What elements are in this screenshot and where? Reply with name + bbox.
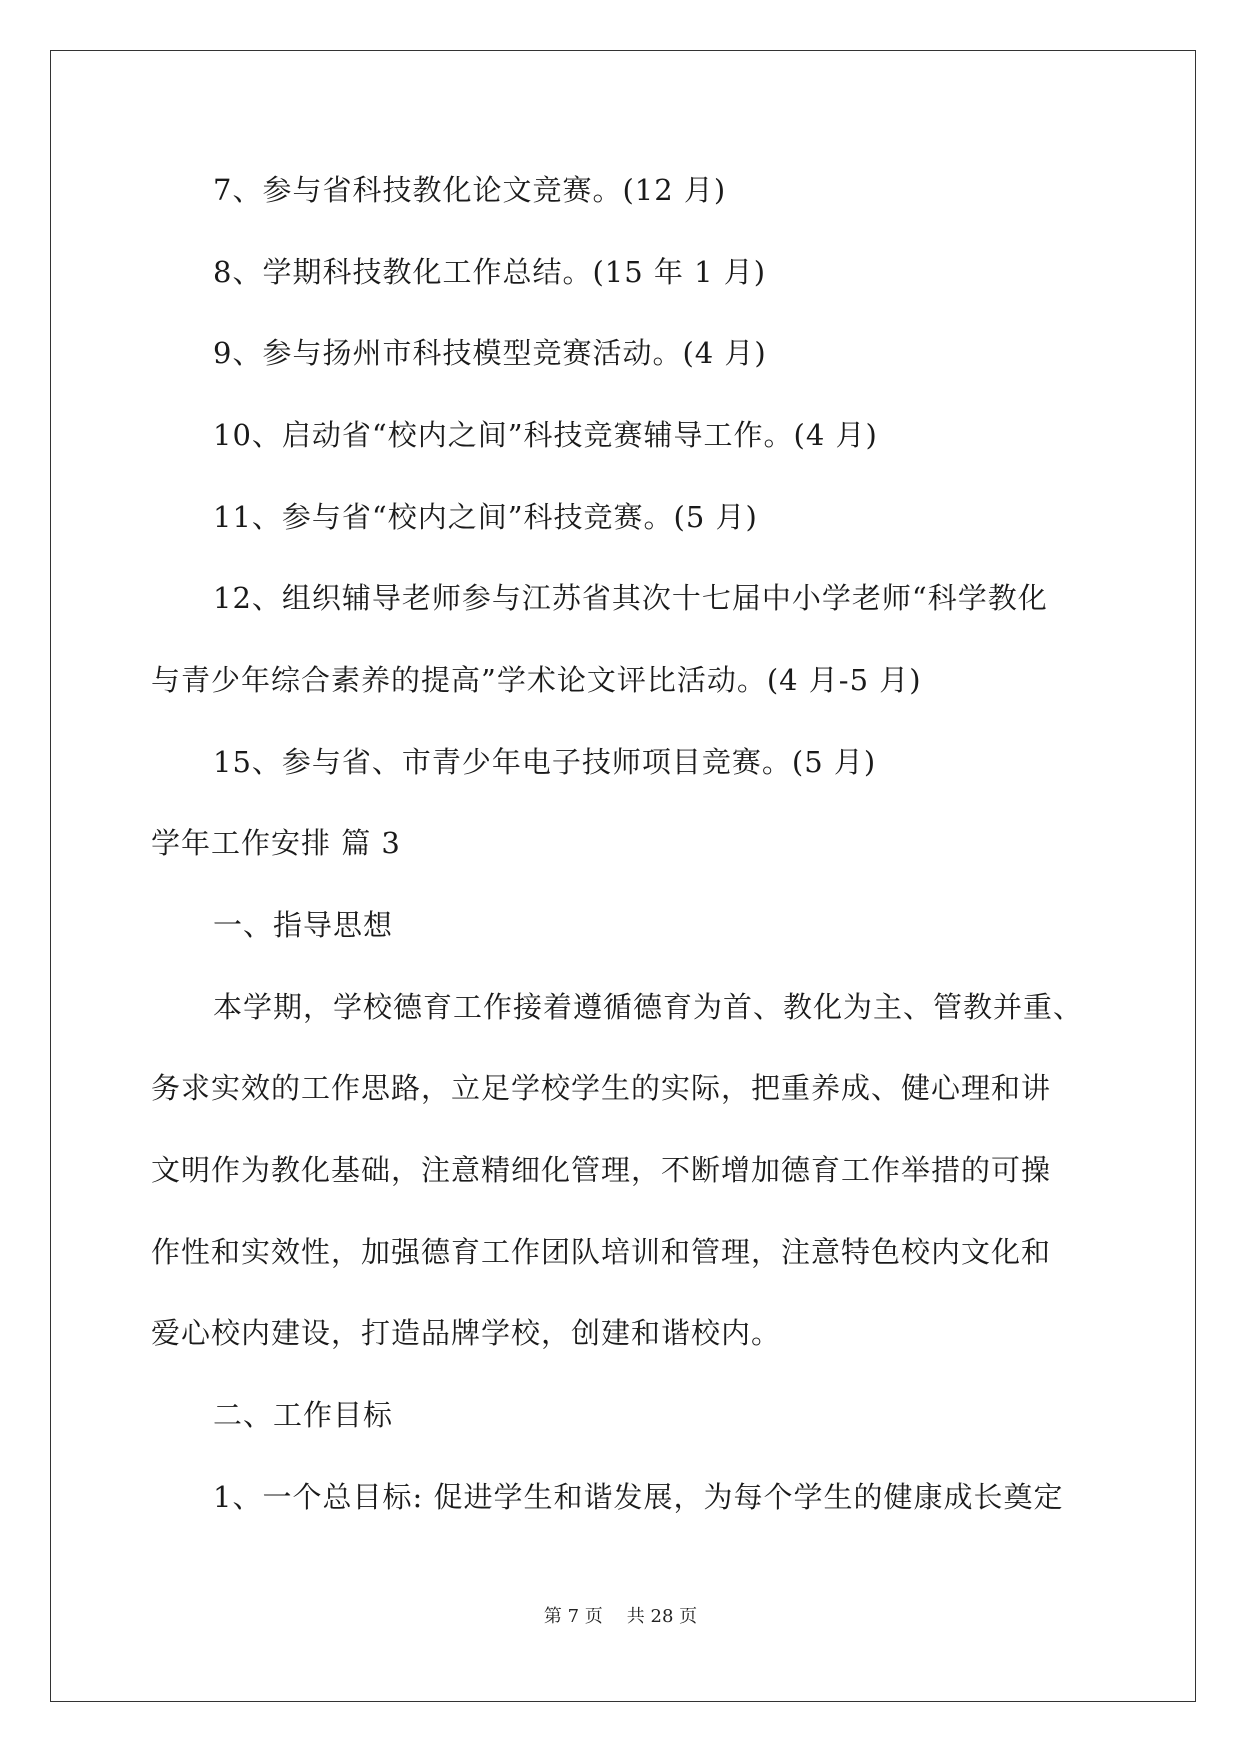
paragraph-line: 爱心校内建设，打造品牌学校，创建和谐校内。 [151,1316,782,1350]
list-item-7: 7、参与省科技教化论文竞赛。(12 月) [213,173,727,207]
paragraph-line: 务求实效的工作思路，立足学校学生的实际，把重养成、健心理和讲 [151,1071,1052,1105]
list-item-goal-1: 1、一个总目标: 促进学生和谐发展，为每个学生的健康成长奠定 [213,1480,1064,1514]
list-item-12: 12、组织辅导老师参与江苏省其次十七届中小学老师“科学教化 [213,581,1048,615]
page-footer [0,1606,1241,1628]
page-border [50,50,1196,1702]
page-total: 共 28 页 [626,1606,698,1627]
list-item-11: 11、参与省“校内之间”科技竞赛。(5 月) [213,500,758,534]
list-item-9: 9、参与扬州市科技模型竞赛活动。(4 月) [213,336,767,370]
paragraph-line: 作性和实效性，加强德育工作团队培训和管理，注意特色校内文化和 [151,1235,1052,1269]
list-item-12-continued: 与青少年综合素养的提高”学术论文评比活动。(4 月-5 月) [151,663,922,697]
paragraph-line: 本学期，学校德育工作接着遵循德育为首、教化为主、管教并重、 [213,990,1084,1024]
page-number: 第 7 页 [543,1606,603,1627]
list-item-10: 10、启动省“校内之间”科技竞赛辅导工作。(4 月) [213,418,878,452]
section-heading: 学年工作安排 篇 3 [151,826,401,860]
list-item-8: 8、学期科技教化工作总结。(15 年 1 月) [213,255,767,289]
subheading-guiding-thought: 一、指导思想 [213,908,394,942]
paragraph-line: 文明作为教化基础，注意精细化管理，不断增加德育工作举措的可操 [151,1153,1052,1187]
list-item-15: 15、参与省、市青少年电子技师项目竞赛。(5 月) [213,745,877,779]
subheading-work-goals: 二、工作目标 [213,1398,394,1432]
